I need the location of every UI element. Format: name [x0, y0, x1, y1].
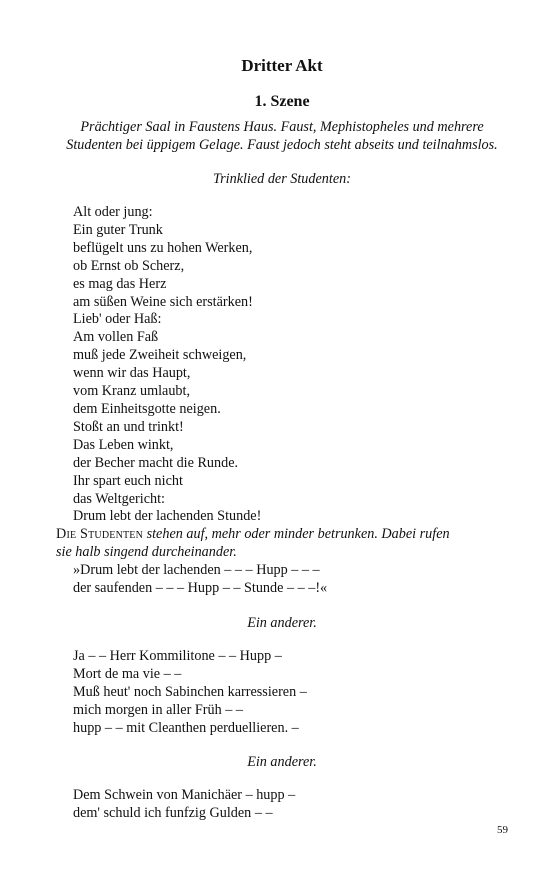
page-number: 59 [497, 824, 508, 836]
verse-line: ob Ernst ob Scherz, [73, 257, 185, 274]
verse-line: vom Kranz umlaubt, [73, 383, 191, 400]
verse-line: Lieb' oder Haß: [73, 311, 162, 328]
verse-line: Dem Schwein von Manichäer – hupp – [73, 787, 296, 804]
verse-line: dem' schuld ich funfzig Gulden – – [73, 805, 273, 822]
another-speech-2 [56, 787, 508, 823]
spacer [56, 598, 508, 614]
verse-line: dem Einheitsgotte neigen. [73, 400, 221, 417]
verse-line: das Weltgericht: [73, 490, 165, 507]
verse-line: Ja – – Herr Kommilitone – – Hupp – [73, 647, 282, 664]
verse-line: es mag das Herz [73, 275, 167, 292]
song-heading: Trinklied der Studenten: [213, 171, 351, 187]
scene-title: 1. Szene [254, 93, 310, 110]
verse-line: Ein guter Trunk [73, 221, 163, 238]
verse-line: Ihr spart euch nicht [73, 472, 183, 489]
stage-direction-line: Prächtiger Saal in Faustens Haus. Faust, Mephistopheles und mehrere [80, 119, 484, 135]
speaker-heading: Ein anderer. [247, 754, 317, 771]
verse-line: Das Leben winkt, [73, 436, 174, 453]
spacer [56, 771, 508, 787]
spacer [56, 188, 508, 204]
verse-line: Drum lebt der lachenden Stunde! [73, 508, 262, 525]
stage-direction-line: Studenten bei üppigem Gelage. Faust jedoch steht abseits und teilnahmslos. [66, 137, 498, 153]
verse-line: wenn wir das Haupt, [73, 365, 191, 382]
stage-direction [56, 118, 508, 154]
verse-line: der saufenden – – – Hupp – – Stunde – – –!« [73, 580, 328, 597]
spacer [56, 154, 508, 170]
stage-direction-inline: stehen auf, mehr oder minder betrunken. Dabei rufen [146, 526, 450, 543]
drinking-song [56, 204, 508, 526]
speaker-heading: Ein anderer. [247, 614, 317, 631]
verse-line: mich morgen in aller Früh – – [73, 701, 243, 718]
verse-line: beflügelt uns zu hohen Werken, [73, 239, 253, 256]
verse-line: Am vollen Faß [73, 329, 159, 346]
verse-line: Stoßt an und trinkt! [73, 418, 184, 435]
verse-line: Mort de ma vie – – [73, 665, 182, 682]
page-content [56, 56, 508, 823]
spacer [56, 737, 508, 753]
verse-line: muß jede Zweiheit schweigen, [73, 347, 247, 364]
verse-line: »Drum lebt der lachenden – – – Hupp – – – [73, 562, 320, 579]
another-speech-1 [56, 648, 508, 738]
students-direction [56, 526, 508, 562]
act-title: Dritter Akt [241, 56, 323, 75]
speaker-name: Die Studenten [56, 526, 144, 543]
verse-line: am süßen Weine sich erstärken! [73, 293, 253, 310]
verse-line: Muß heut' noch Sabinchen karressieren – [73, 683, 307, 700]
students-speech [56, 562, 508, 598]
stage-direction-inline: sie halb singend durcheinander. [56, 544, 237, 561]
verse-line: der Becher macht die Runde. [73, 454, 239, 471]
verse-line: hupp – – mit Cleanthen perduellieren. – [73, 719, 299, 736]
verse-line: Alt oder jung: [73, 204, 153, 220]
spacer [56, 632, 508, 648]
